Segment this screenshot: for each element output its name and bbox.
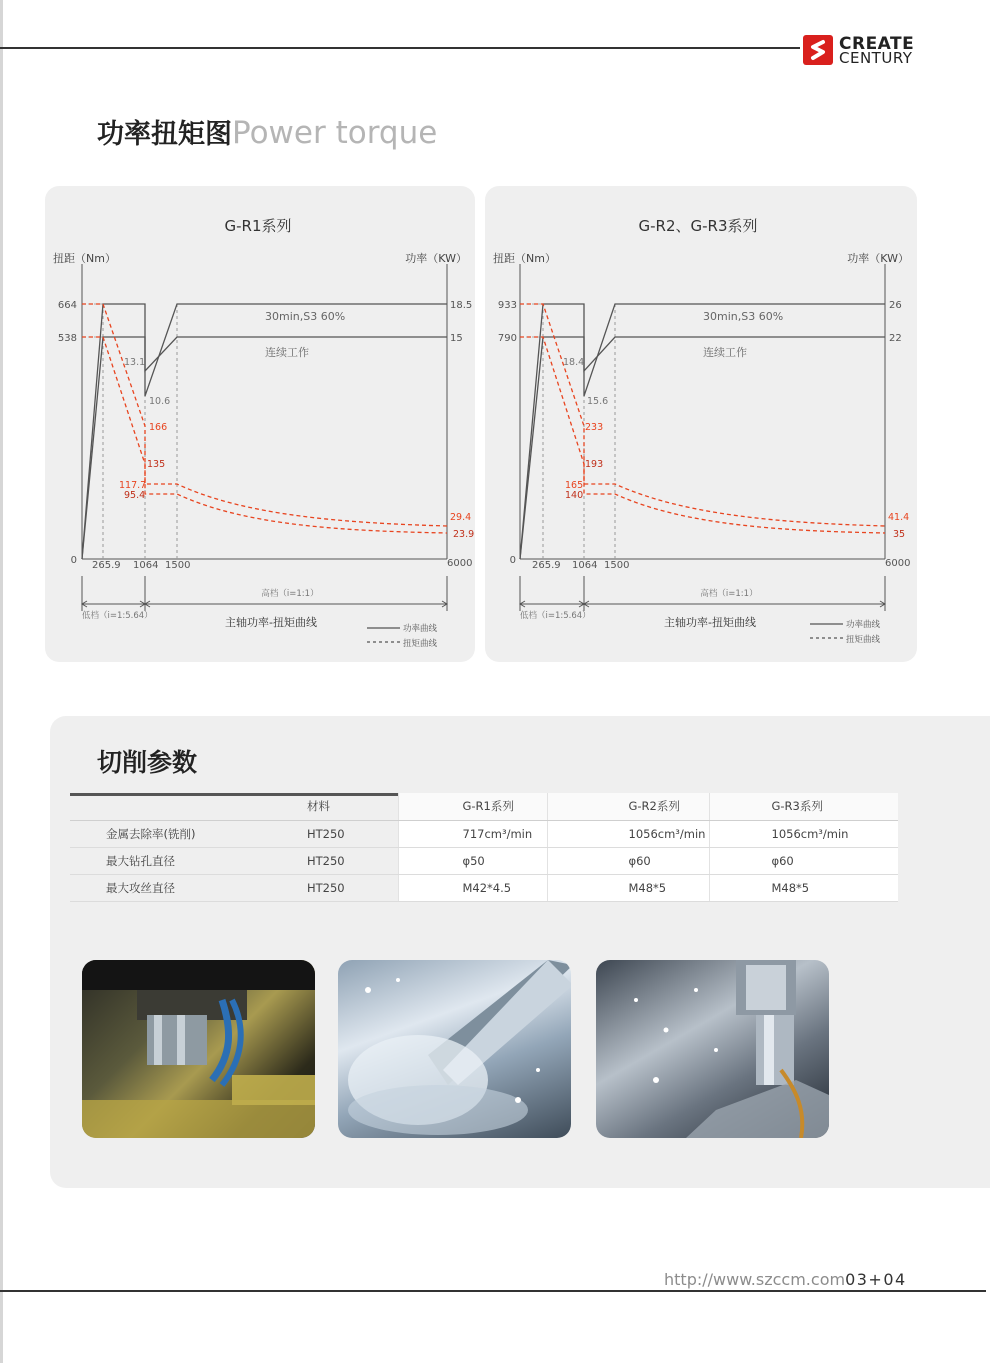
power-torque-chart-gr1	[45, 186, 475, 662]
power-torque-heading	[97, 112, 437, 151]
chart-caption: 主轴功率-扭矩曲线	[664, 616, 756, 629]
legend-torque: 扭矩曲线	[403, 639, 438, 649]
range-high-label: 高档（i=1:1）	[261, 589, 319, 599]
table-cell: HT250	[221, 874, 398, 901]
curve-label-30min: 30min,S3 60%	[265, 310, 346, 323]
red-label-r1: 166	[149, 422, 168, 433]
top-rule	[0, 47, 800, 49]
photo-spindle-milling	[82, 960, 315, 1138]
point-label-p2: 15.6	[587, 396, 609, 407]
power-tick-2: 15	[450, 333, 463, 344]
table-row	[70, 847, 898, 874]
footer-url[interactable]: http://www.szccm.com	[664, 1270, 846, 1289]
brand-name-line1: CREATE	[839, 34, 915, 54]
torque-tick-2: 538	[57, 333, 77, 344]
page-number: 03+04	[845, 1270, 907, 1289]
red-label-r5: 41.4	[888, 512, 910, 523]
torque-tick-1: 664	[57, 300, 77, 311]
table-cell: HT250	[221, 847, 398, 874]
y-left-label: 扭距（Nm）	[53, 252, 116, 265]
power-curve-continuous	[520, 337, 885, 559]
range-high-label: 高档（i=1:1）	[700, 589, 758, 599]
table-cell: 1056cm³/min	[709, 820, 898, 847]
red-label-r4: 140	[565, 490, 584, 501]
table-cell: M48*5	[709, 874, 898, 901]
red-label-r2: 135	[147, 459, 166, 470]
x-tick-1500: 1500	[604, 560, 630, 571]
table-cell: 1056cm³/min	[547, 820, 709, 847]
red-label-r3: 165	[565, 480, 584, 491]
chart-panel-gr2-gr3	[485, 186, 917, 662]
power-torque-chart-gr2-gr3	[485, 186, 917, 662]
red-label-r1: 233	[585, 422, 604, 433]
power-tick-2: 22	[889, 333, 902, 344]
x-tick-6000: 6000	[447, 558, 473, 569]
header-cell: G-R2系列	[547, 793, 709, 820]
y-left-label: 扭距（Nm）	[493, 252, 556, 265]
table-cell: 最大钻孔直径	[70, 847, 221, 874]
torque-tick-1: 933	[497, 300, 517, 311]
table-cell: M48*5	[547, 874, 709, 901]
x-tick-0: 0	[509, 555, 516, 566]
legend-torque: 扭矩曲线	[846, 635, 881, 645]
power-curve-30min	[520, 304, 885, 559]
brand-mark-icon	[803, 35, 833, 65]
red-label-r2: 193	[585, 459, 604, 470]
bottom-rule	[0, 1290, 986, 1292]
footer	[664, 1270, 907, 1289]
y-right-label: 功率（KW）	[847, 252, 909, 265]
header-cell: G-R1系列	[398, 793, 547, 820]
cutting-params-table	[70, 793, 898, 902]
x-tick-265: 265.9	[92, 560, 121, 571]
heading-cn: 功率扭矩图	[97, 119, 232, 150]
torque-tick-2: 790	[497, 333, 517, 344]
x-tick-6000: 6000	[885, 558, 911, 569]
table-cell: φ50	[398, 847, 547, 874]
red-label-r6: 23.9	[453, 529, 475, 540]
range-low-label: 低档（i=1:5.64）	[520, 611, 591, 621]
photo-end-mill-coolant	[596, 960, 829, 1138]
chart-title: G-R1系列	[224, 217, 292, 235]
photo-cutting-tool-splash	[338, 960, 571, 1138]
table-row	[70, 820, 898, 847]
table-cell: 最大攻丝直径	[70, 874, 221, 901]
table-cell: M42*4.5	[398, 874, 547, 901]
curve-label-continuous: 连续工作	[703, 346, 747, 359]
table-cell: φ60	[709, 847, 898, 874]
red-label-r6: 35	[893, 529, 906, 540]
range-low-label: 低档（i=1:5.64）	[82, 611, 153, 621]
point-label-p1: 13.1	[124, 357, 146, 368]
chart-caption: 主轴功率-扭矩曲线	[225, 616, 317, 629]
curve-label-30min: 30min,S3 60%	[703, 310, 784, 323]
page-edge-shade	[0, 0, 3, 1363]
x-tick-1064: 1064	[572, 560, 598, 571]
header-cell: 材料	[221, 793, 398, 820]
curve-label-continuous: 连续工作	[265, 346, 309, 359]
y-right-label: 功率（KW）	[405, 252, 467, 265]
x-tick-1500: 1500	[165, 560, 191, 571]
red-label-r5: 29.4	[450, 512, 472, 523]
x-tick-265: 265.9	[532, 560, 561, 571]
point-label-p1: 18.4	[563, 357, 585, 368]
power-curve-30min	[82, 304, 447, 559]
chart-panel-gr1	[45, 186, 475, 662]
header-cell	[70, 793, 221, 820]
heading-en: Power torque	[232, 115, 438, 151]
cutting-params-heading: 切削参数	[97, 748, 198, 777]
chart-title: G-R2、G-R3系列	[638, 217, 758, 235]
legend-power: 功率曲线	[846, 620, 881, 630]
x-tick-0: 0	[70, 555, 77, 566]
table-cell: 717cm³/min	[398, 820, 547, 847]
red-label-r3: 117.7	[119, 480, 147, 491]
x-tick-1064: 1064	[133, 560, 159, 571]
red-label-r4: 95.4	[124, 490, 146, 501]
brand-name-line2: CENTURY	[839, 49, 913, 67]
power-tick-1: 18.5	[450, 300, 473, 311]
power-tick-1: 26	[889, 300, 902, 311]
point-label-p2: 10.6	[149, 396, 171, 407]
table-cell: HT250	[221, 820, 398, 847]
table-row	[70, 874, 898, 901]
brand-logo	[803, 35, 943, 69]
legend-power: 功率曲线	[403, 624, 438, 634]
table-cell: φ60	[547, 847, 709, 874]
table-header-row	[70, 793, 898, 820]
table-cell: 金属去除率(铣削)	[70, 820, 221, 847]
header-cell: G-R3系列	[709, 793, 898, 820]
power-curve-continuous	[82, 337, 447, 559]
